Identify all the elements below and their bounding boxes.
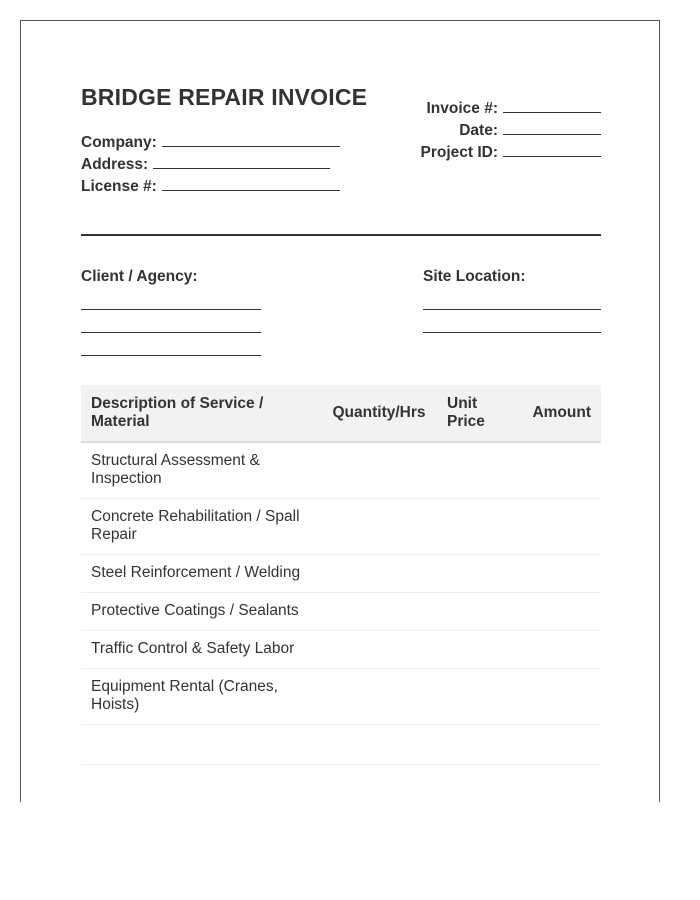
row-unit-price[interactable] [437, 669, 513, 725]
row-amount[interactable] [513, 499, 601, 555]
row-description: Traffic Control & Safety Labor [81, 631, 321, 669]
header-quantity: Quantity/Hrs [321, 385, 437, 442]
row-unit-price[interactable] [437, 442, 513, 499]
company-field [81, 132, 340, 154]
row-amount[interactable] [513, 725, 601, 765]
table-row [81, 725, 601, 765]
row-unit-price[interactable] [437, 499, 513, 555]
client-label: Client / Agency: [81, 268, 198, 285]
date-blank[interactable] [503, 120, 601, 135]
client-line-3[interactable] [81, 341, 261, 356]
address-blank[interactable] [153, 154, 330, 169]
invoice-number-blank[interactable] [503, 98, 601, 113]
header-description: Description of Service / Material [81, 385, 321, 442]
project-id-label: Project ID: [420, 144, 498, 161]
row-description: Equipment Rental (Cranes, Hoists) [81, 669, 321, 725]
row-amount[interactable] [513, 555, 601, 593]
address-label: Address: [81, 156, 149, 173]
row-description[interactable] [81, 725, 321, 765]
row-quantity[interactable] [321, 442, 437, 499]
header-unit-price: Unit Price [437, 385, 513, 442]
date-field [420, 120, 601, 142]
row-quantity[interactable] [321, 593, 437, 631]
site-section [423, 267, 601, 341]
client-line-1[interactable] [81, 295, 261, 310]
row-quantity[interactable] [321, 725, 437, 765]
row-amount[interactable] [513, 593, 601, 631]
row-unit-price[interactable] [437, 631, 513, 669]
row-unit-price[interactable] [437, 725, 513, 765]
license-label: License #: [81, 178, 157, 195]
project-id-blank[interactable] [503, 142, 601, 157]
row-amount[interactable] [513, 669, 601, 725]
license-field [81, 176, 340, 198]
table-row [81, 669, 601, 725]
row-quantity[interactable] [321, 669, 437, 725]
client-section [81, 267, 261, 364]
company-label: Company: [81, 134, 157, 151]
table-row [81, 593, 601, 631]
invoice-number-label: Invoice #: [426, 100, 498, 117]
invoice-number-field [420, 98, 601, 120]
row-description: Protective Coatings / Sealants [81, 593, 321, 631]
header-divider [81, 234, 601, 236]
table-row [81, 631, 601, 669]
row-quantity[interactable] [321, 631, 437, 669]
row-description: Steel Reinforcement / Welding [81, 555, 321, 593]
row-unit-price[interactable] [437, 555, 513, 593]
line-items-table [81, 385, 601, 765]
header-amount: Amount [513, 385, 601, 442]
row-quantity[interactable] [321, 555, 437, 593]
row-amount[interactable] [513, 631, 601, 669]
row-description: Concrete Rehabilitation / Spall Repair [81, 499, 321, 555]
row-unit-price[interactable] [437, 593, 513, 631]
site-line-1[interactable] [423, 295, 601, 310]
site-line-2[interactable] [423, 318, 601, 333]
license-blank[interactable] [162, 176, 340, 191]
table-row [81, 499, 601, 555]
address-field [81, 154, 340, 176]
invoice-title: BRIDGE REPAIR INVOICE [81, 84, 368, 110]
date-label: Date: [459, 122, 498, 139]
table-header-row [81, 385, 601, 442]
invoice-sheet [20, 20, 660, 802]
project-id-field [420, 142, 601, 164]
company-info [81, 132, 340, 198]
client-line-2[interactable] [81, 318, 261, 333]
table-row [81, 442, 601, 499]
row-description: Structural Assessment & Inspection [81, 442, 321, 499]
invoice-meta [420, 98, 601, 164]
company-blank[interactable] [162, 132, 340, 147]
row-quantity[interactable] [321, 499, 437, 555]
row-amount[interactable] [513, 442, 601, 499]
site-label: Site Location: [423, 268, 526, 285]
table-row [81, 555, 601, 593]
